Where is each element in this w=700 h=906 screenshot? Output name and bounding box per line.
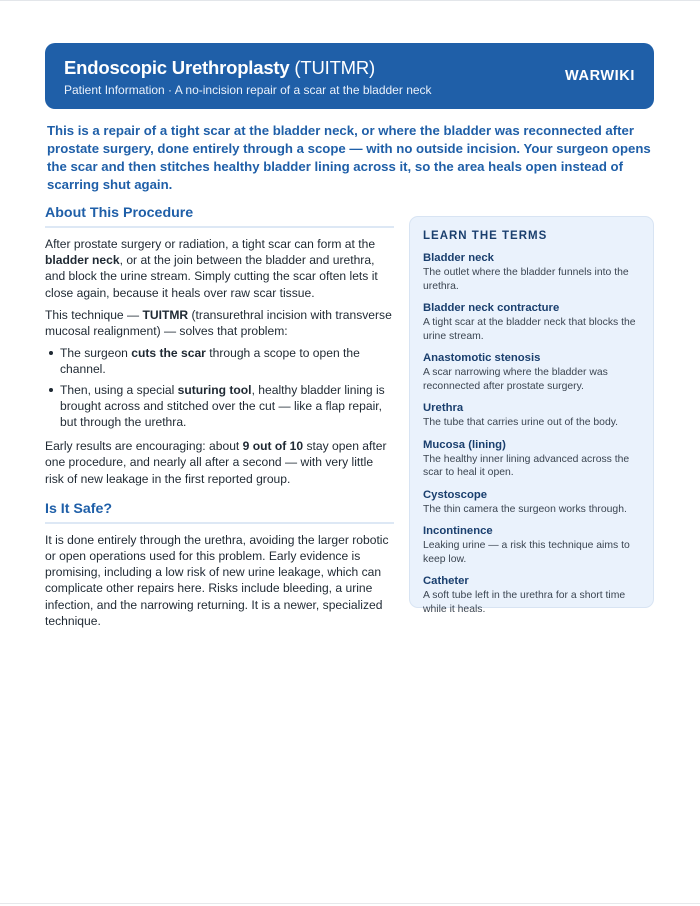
bullet-1-bold: cuts the scar [131,346,206,361]
term-name: Catheter [423,575,469,587]
list-item [60,345,394,377]
about-p1-bold: bladder neck [45,253,120,268]
glossary-term [423,301,640,343]
intro-summary: This is a repair of a tight scar at the bladder neck, or where the bladder was reconnected after prostate surgery, done entirely through a scope — with no outside incision. Your surgeon opens the scar and then stitches healthy bladder lining across it, so the area heals open instead of scarring shut again. [47,123,651,192]
term-name: Anastomotic stenosis [423,352,541,364]
about-p2-text-a: This technique — [45,307,143,322]
page-title-abbreviation: (TUITMR) [294,57,376,78]
about-p1-text-a: After prostate surgery or radiation, a tight scar can form at the [45,237,376,251]
glossary-term [423,488,640,517]
term-definition: A soft tube left in the urethra for a short time while it heals. [423,590,626,615]
page-title-main: Endoscopic Urethroplasty [64,57,290,78]
glossary-term [423,351,640,393]
about-p3-text-a: Early results are encouraging: about [45,439,243,454]
brand-logo: WARWIKI [565,68,635,84]
procedure-steps-list [45,345,394,430]
about-heading: About This Procedure [45,205,394,228]
bullet-2-bold: suturing tool [177,382,252,397]
term-name: Bladder neck contracture [423,302,560,314]
about-paragraph-2 [45,307,394,339]
term-definition: A tight scar at the bladder neck that blocks the urine stream. [423,317,636,342]
page-title [64,56,635,80]
page-bottom-divider [0,903,700,904]
about-p2-text-c: (transurethral incision with transverse mucosal realignment) — solves that problem: [45,307,392,339]
safety-paragraph: It is done entirely through the urethra, avoiding the larger robotic or open operations used for this problem. Early evidence is promising, including a low risk of new urine leakage, which can complicate other repairs here. Risks include bleeding, a urine infection, and the narrowing returning. It is a newer, specialized technique. [45,532,389,628]
term-definition: The tube that carries urine out of the body. [423,417,619,428]
term-definition: The healthy inner lining advanced across the scar to heal it open. [423,453,630,478]
about-p1-text-c: , or at the join between the bladder and urethra, and block the urine stream. Simply cutting the scar often lets it close again, because it heals over raw scar tissue. [45,253,378,300]
list-item [60,382,394,431]
glossary-title: LEARN THE TERMS [423,230,548,242]
term-name: Urethra [423,402,464,414]
glossary-term [423,524,640,566]
bullet-2-text-a: Then, using a special [60,382,178,397]
glossary-panel [409,216,654,615]
safety-heading: Is It Safe? [45,501,394,524]
page-subtitle: Patient Information · A no-incision repair of a scar at the bladder neck [64,83,432,97]
bullet-1-text-c: through a scope to open the channel. [60,346,360,377]
bullet-1-text-a: The surgeon [60,346,132,361]
glossary-term [423,401,640,430]
about-paragraph-3 [45,438,394,487]
about-p2-bold: TUITMR [142,307,189,322]
term-definition: A scar narrowing where the bladder was reconnected after prostate surgery. [423,367,608,392]
term-definition: The thin camera the surgeon works through. [423,503,627,515]
term-name: Cystoscope [423,488,488,501]
about-p3-bold: 9 out of 10 [242,439,304,454]
term-definition: Leaking urine — a risk this technique aims to keep low. [423,540,630,565]
term-definition: The outlet where the bladder funnels into the urethra. [423,267,629,292]
main-column [45,205,394,635]
about-p3-text-c: stay open after one procedure, and nearly all after a second — with very little risk of new leakage in the first reported group. [45,439,387,486]
term-name: Mucosa (lining) [423,438,506,451]
term-name: Incontinence [423,525,493,537]
glossary-term [423,251,640,293]
bullet-2-text-c: , healthy bladder lining is brought across and stitched over the cut — like a flap repair, but through the urethra. [60,382,385,430]
about-paragraph-1 [45,236,394,301]
header-banner [45,43,654,109]
term-name: Bladder neck [423,252,494,264]
glossary-term [423,438,640,480]
glossary-term [423,574,640,616]
